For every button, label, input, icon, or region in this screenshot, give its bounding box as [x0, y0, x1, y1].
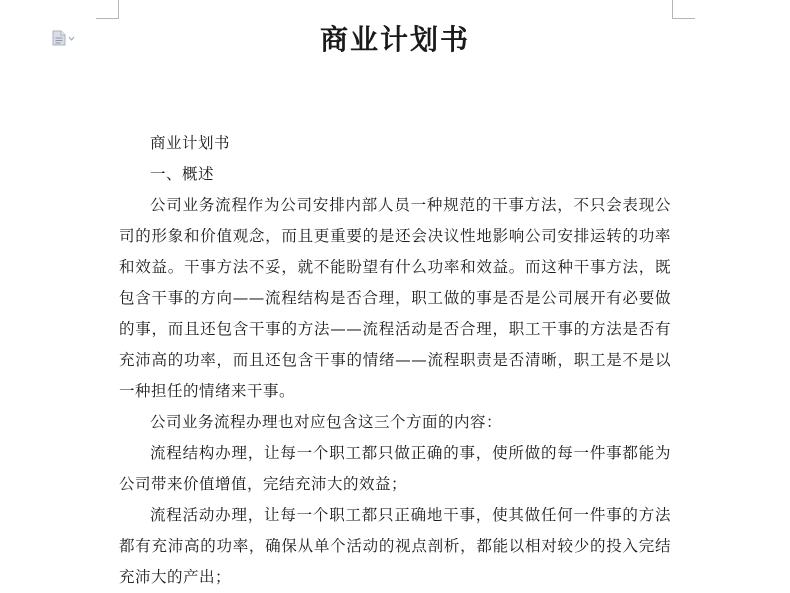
paragraph: 公司业务流程作为公司安排内部人员一种规范的干事方法，不只会表现公司的形象和价值观念，而且更重要的是还会决议性地影响公司安排运转的功率和效益。干事方法不妥，就不能盼望有什么功率和效益。而这种干事方法，既包含干事的方向——流程结构是否合理，职工做的事是否是公司展开有必要做的事，而且还包含干事的方法——流程活动是否合理，职工干事的方法是否有充沛高的功率，而且还包含干事的情绪——流程职责是否清晰，职工是不是以一种担任的情绪来干事。	[119, 196, 671, 400]
page-corner-mark-top-left	[96, 0, 119, 19]
paragraph: 商业计划书	[150, 134, 231, 152]
paragraph: 一、概述	[150, 165, 215, 183]
paragraph: 公司业务流程办理也对应包含这三个方面的内容：	[150, 413, 503, 431]
paragraph: 流程结构办理，让每一个职工都只做正确的事，使所做的每一件事都能为公司带来价值增值，完结充沛大的效益；	[119, 444, 671, 493]
page-corner-mark-top-right	[672, 0, 695, 19]
document-body	[119, 128, 671, 593]
paragraph: 流程活动办理，让每一个职工都只正确地干事，使其做任何一件事的方法都有充沛高的功率，确保从单个活动的视点剖析，都能以相对较少的投入完结充沛大的产出；	[119, 506, 671, 586]
page-title: 商业计划书	[319, 23, 470, 56]
